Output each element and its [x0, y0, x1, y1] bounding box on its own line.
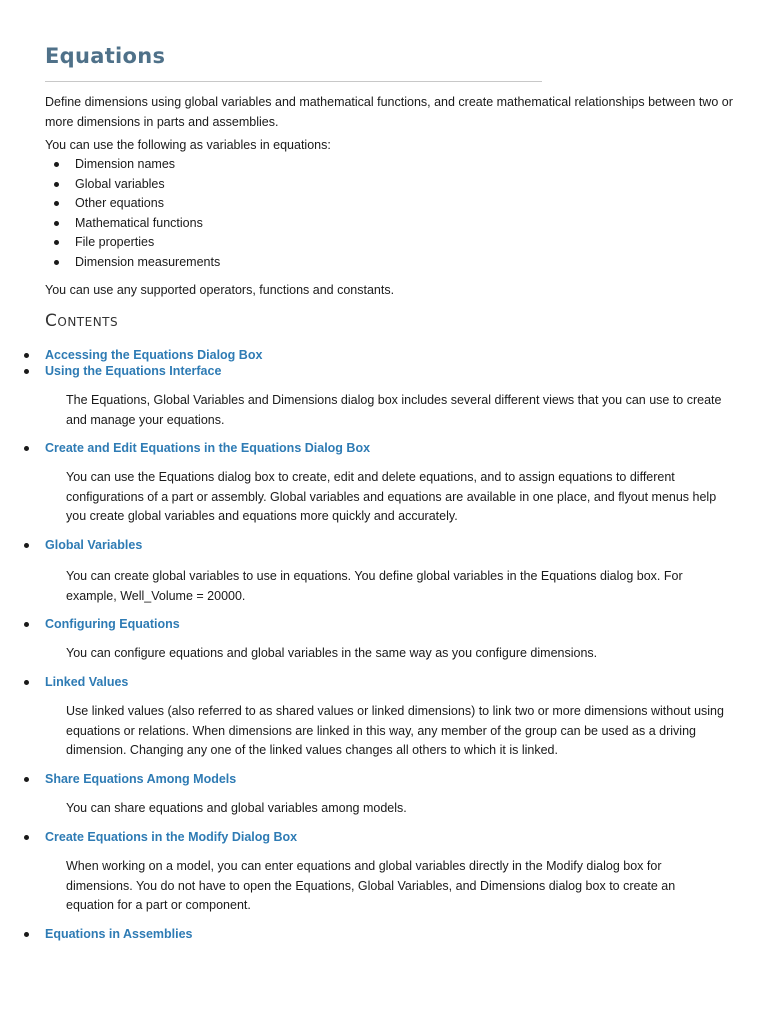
bullet-icon: [24, 353, 29, 358]
bullet-icon: [24, 543, 29, 548]
toc-link-create-equations-modify-dialog[interactable]: Create Equations in the Modify Dialog Box: [45, 830, 298, 844]
intro-paragraph: Define dimensions using global variables and mathematical functions, and create mathematical relationships between two or more dimensions in parts and assemblies.: [45, 95, 733, 129]
operators-text: You can use any supported operators, functions and constants.: [45, 283, 395, 297]
toc-description: When working on a model, you can enter equations and global variables directly in the Modify dialog box for dimensions. You do not have to open the Equations, Global Variables, and Dimensions dialog box to create an equation for a part or component.: [66, 859, 676, 913]
toc-link-using-equations-interface[interactable]: Using the Equations Interface: [45, 364, 222, 378]
bullet-icon: [24, 835, 29, 840]
toc-description: You can use the Equations dialog box to create, edit and delete equations, and to assign equations to different configurations of a part or assembly. Global variables and equations are available in one place, and flyout menus help you create global variables and equations more quickly and accurately.: [66, 470, 717, 524]
title-divider: [45, 81, 542, 82]
list-item: Dimension measurements: [45, 253, 220, 273]
list-item: Other equations: [45, 194, 220, 214]
toc-link-equations-in-assemblies[interactable]: Equations in Assemblies: [45, 927, 193, 941]
variables-list: [45, 155, 220, 273]
toc-link-share-equations[interactable]: Share Equations Among Models: [45, 772, 237, 786]
toc-link-configuring-equations[interactable]: Configuring Equations: [45, 617, 180, 631]
toc-link-global-variables[interactable]: Global Variables: [45, 538, 143, 552]
toc-description: You can configure equations and global variables in the same way as you configure dimensions.: [66, 646, 598, 660]
page-title: Equations: [45, 44, 166, 68]
toc-link-accessing-equations-dialog[interactable]: Accessing the Equations Dialog Box: [45, 348, 263, 362]
toc-description: The Equations, Global Variables and Dimensions dialog box includes several different views that you can use to create and manage your equations.: [66, 393, 722, 427]
toc-link-linked-values[interactable]: Linked Values: [45, 675, 129, 689]
bullet-icon: [24, 446, 29, 451]
list-item: Mathematical functions: [45, 214, 220, 234]
list-item: Global variables: [45, 175, 220, 195]
bullet-icon: [24, 622, 29, 627]
list-item: File properties: [45, 233, 220, 253]
bullet-icon: [24, 680, 29, 685]
toc-link-create-edit-equations[interactable]: Create and Edit Equations in the Equations Dialog Box: [45, 441, 371, 455]
variables-intro-text: You can use the following as variables in equations:: [45, 138, 331, 152]
toc-description: You can share equations and global variables among models.: [66, 801, 407, 815]
bullet-icon: [24, 932, 29, 937]
bullet-icon: [24, 369, 29, 374]
toc-description: Use linked values (also referred to as shared values or linked dimensions) to link two or more dimensions without using equations or relations. When dimensions are linked in this way, any member of the group can be used as a driving dimension. Changing any one of the linked values changes all others to which it is linked.: [66, 704, 724, 758]
list-item: Dimension names: [45, 155, 220, 175]
bullet-icon: [24, 777, 29, 782]
contents-heading: Contents: [45, 311, 119, 331]
toc-description: You can create global variables to use in equations. You define global variables in the Equations dialog box. For example, Well_Volume = 20000.: [66, 569, 683, 603]
